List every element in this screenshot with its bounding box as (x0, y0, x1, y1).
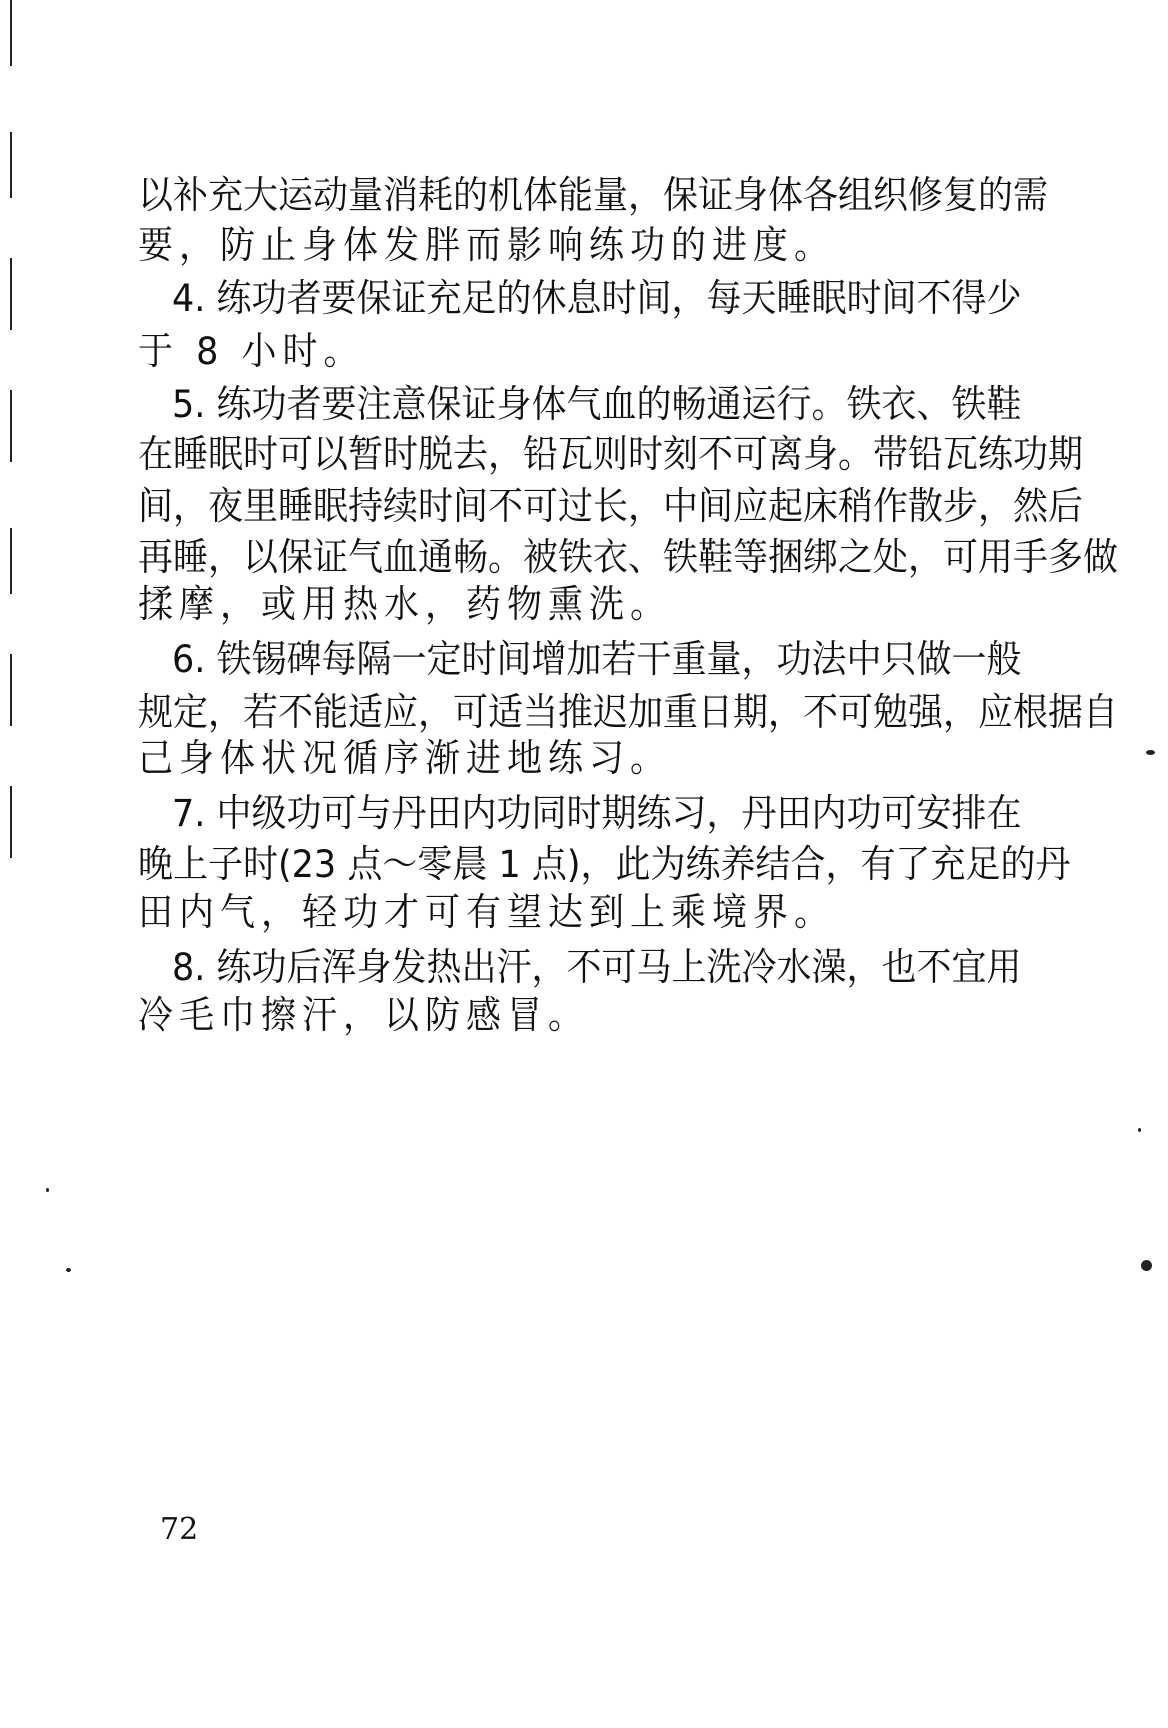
text-line: 7. 中级功可与丹田内功同时期练习，丹田内功可安排在 (172, 792, 1022, 836)
speck (46, 1188, 49, 1192)
margin-bar (10, 786, 12, 858)
text-line: 在睡眠时可以暂时脱去，铅瓦则时刻不可离身。带铅瓦练功期 (138, 433, 1084, 477)
margin-bar (10, 258, 12, 330)
text-line: 规定，若不能适应，可适当推迟加重日期，不可勉强，应根据自 (138, 691, 1119, 735)
text-line: 5. 练功者要注意保证身体气血的畅通运行。铁衣、铁鞋 (172, 383, 1022, 427)
text-line: 6. 铁锡碑每隔一定时间增加若干重量，功法中只做一般 (172, 638, 1022, 682)
text-line: 揉摩，或用热水，药物熏洗。 (138, 583, 672, 627)
speck (1138, 1128, 1141, 1132)
text-line: 要，防止身体发胖而影响练功的进度。 (138, 224, 836, 268)
text-line: 田内气，轻功才可有望达到上乘境界。 (138, 891, 836, 935)
text-line: 4. 练功者要保证充足的休息时间，每天睡眠时间不得少 (172, 277, 1022, 321)
text-line: 再睡，以保证气血通畅。被铁衣、铁鞋等捆绑之处，可用手多做 (138, 536, 1119, 580)
text-line: 冷毛巾擦汗，以防感冒。 (138, 994, 590, 1038)
text-line: 己身体状况循序渐进地练习。 (138, 737, 672, 781)
speck (1146, 750, 1155, 755)
speck (1141, 1260, 1152, 1271)
margin-bar (10, 0, 12, 66)
text-line: 于 8 小时。 (138, 330, 365, 374)
margin-bar (10, 390, 12, 462)
text-line: 间，夜里睡眠持续时间不可过长，中间应起床稍作散步，然后 (138, 485, 1084, 529)
margin-bar (10, 132, 12, 198)
text-line: 以补充大运动量消耗的机体能量，保证身体各组织修复的需 (138, 174, 1049, 218)
text-line: 晚上子时(23 点～零晨 1 点)，此为练养结合，有了充足的丹 (138, 843, 1071, 887)
margin-bar (10, 654, 12, 726)
page-number: 72 (160, 1512, 199, 1547)
margin-bar (10, 528, 12, 594)
text-line: 8. 练功后浑身发热出汗，不可马上洗冷水澡，也不宜用 (172, 946, 1022, 990)
speck (66, 1268, 71, 1272)
